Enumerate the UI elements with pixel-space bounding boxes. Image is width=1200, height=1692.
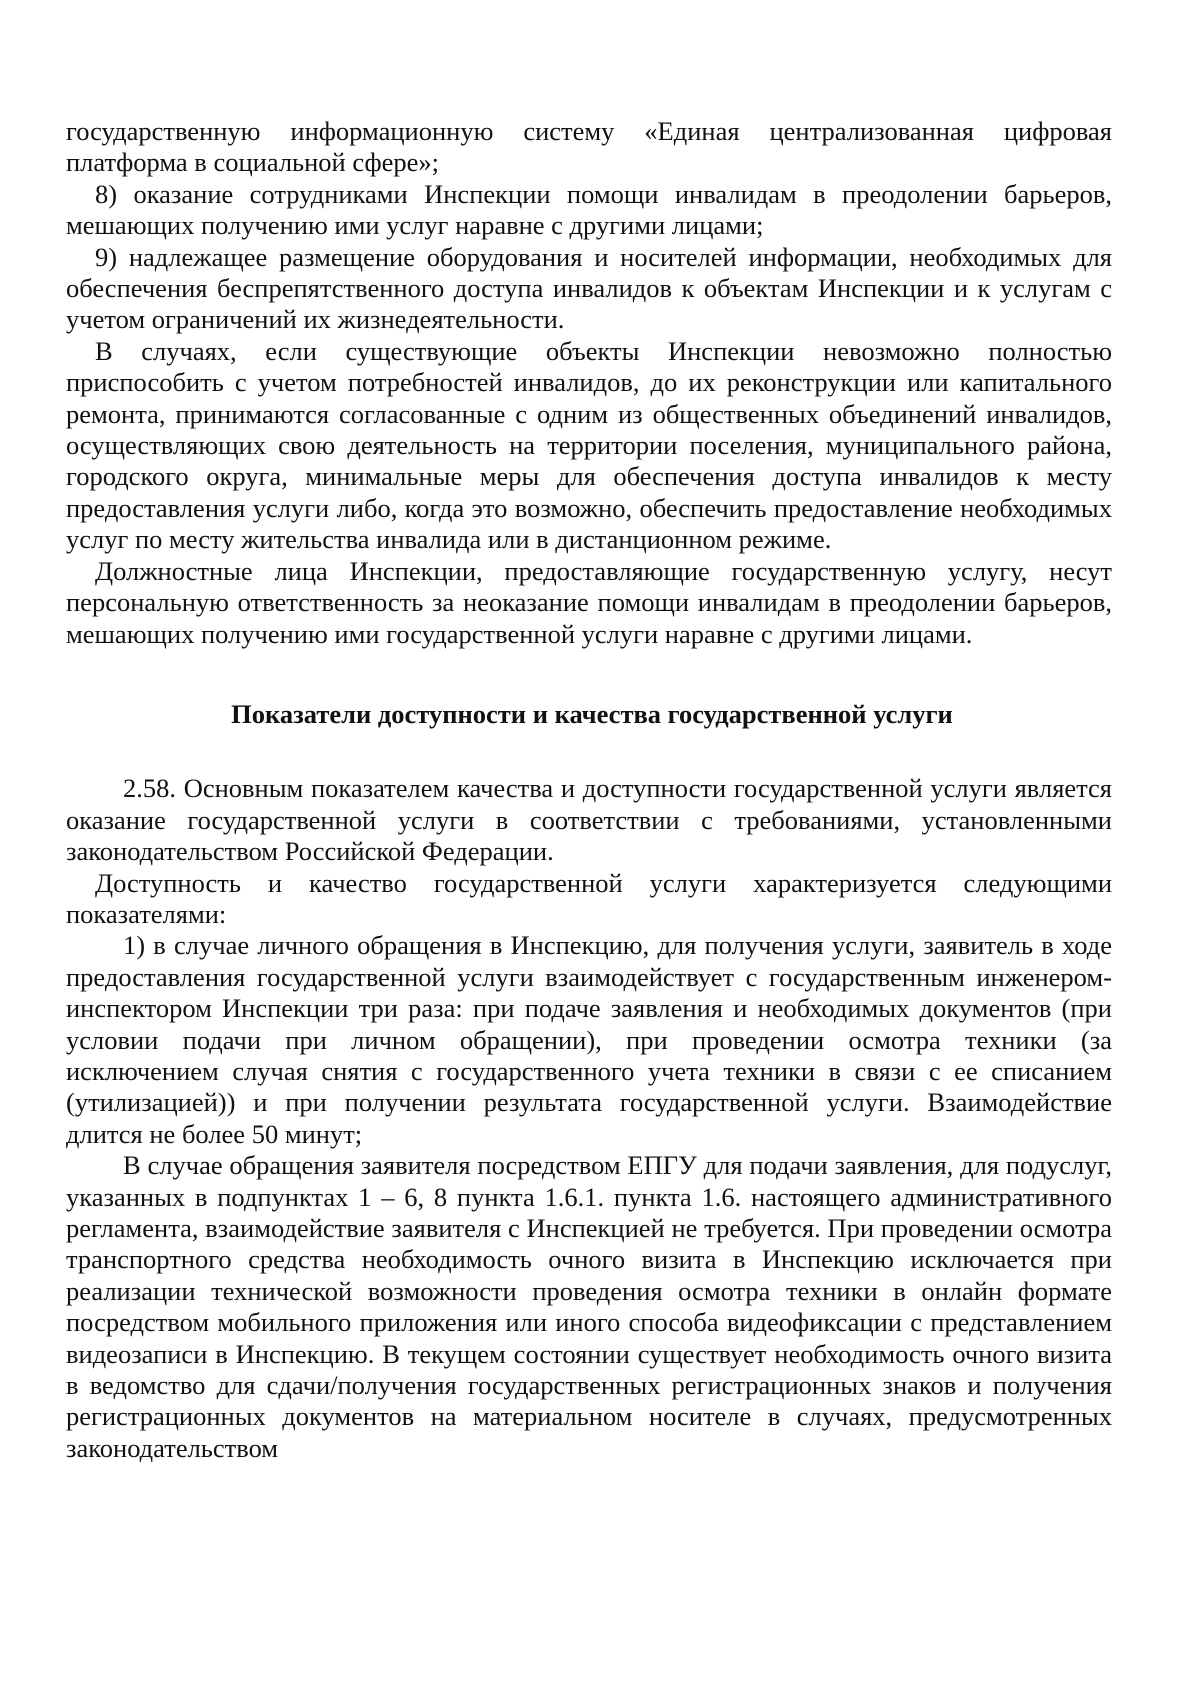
paragraph-item-9: 9) надлежащее размещение оборудования и носителей информации, необходимых для обеспечения беспрепятственного доступа инвалидов к объектам Инспекции и к услугам с учетом ограничений их жизнедеятельности. [66,241,1112,335]
section-heading: Показатели доступности и качества государственной услуги [231,698,953,729]
paragraph-item-8: 8) оказание сотрудниками Инспекции помощи инвалидам в преодолении барьеров, мешающих получению ими услуг наравне с другими лицами; [66,178,1112,241]
paragraph-indicators-intro: Доступность и качество государственной услуги характеризуется следующими показателями: [66,867,1112,929]
paragraph-reconstruction: В случаях, если существующие объекты Инспекции невозможно полностью приспособить с учетом потребностей инвалидов, до их реконструкции или капитального ремонта, принимаются согласованные с одним из общественных объединений инвалидов, осуществляющих свою деятельность на территории поселения, муниципального района, городского округа, минимальные меры для обеспечения доступа инвалидов к месту предоставления услуги либо, когда это возможно, обеспечить предоставление необходимых услуг по месту жительства инвалида или в дистанционном режиме. [66,335,1112,555]
paragraph-epgu: В случае обращения заявителя посредством ЕПГУ для подачи заявления, для подуслуг, указанных в подпунктах 1 – 6, 8 пункта 1.6.1. пункта 1.6. настоящего административного регламента, взаимодействие заявителя с Инспекцией не требуется. При проведении осмотра транспортного средства необходимость очного визита в Инспекцию исключается при реализации технической возможности проведения осмотра техники в онлайн формате посредством мобильного приложения или иного способа видеофиксации с представлением видеозаписи в Инспекцию. В текущем состоянии существует необходимость очного визита в ведомство для сдачи/получения государственных регистрационных знаков и получения регистрационных документов на материальном носителе в случаях, предусмотренных законодательством [66,1150,1112,1463]
paragraph-continuation: государственную информационную систему «Единая централизованная цифровая платформа в социальной сфере»; [66,116,1112,178]
paragraph-2-58: 2.58. Основным показателем качества и доступности государственной услуги является оказание государственной услуги в соответствии с требованиями, установленными законодательством Российской Федерации. [66,773,1112,867]
paragraph-indicator-1: 1) в случае личного обращения в Инспекцию, для получения услуги, заявитель в ходе предоставления государственной услуги взаимодействует с государственным инженером-инспектором Инспекции три раза: при подаче заявления и необходимых документов (при условии подачи при личном обращении), при проведении осмотра техники (за исключением случая снятия с государственного учета техники в связи с ее списанием (утилизацией)) и при получении результата государственной услуги. Взаимодействие длится не более 50 минут; [66,930,1112,1149]
paragraph-responsibility: Должностные лица Инспекции, предоставляющие государственную услугу, несут персональную ответственность за неоказание помощи инвалидам в преодолении барьеров, мешающих получению ими государственной услуги наравне с другими лицами. [66,555,1112,649]
